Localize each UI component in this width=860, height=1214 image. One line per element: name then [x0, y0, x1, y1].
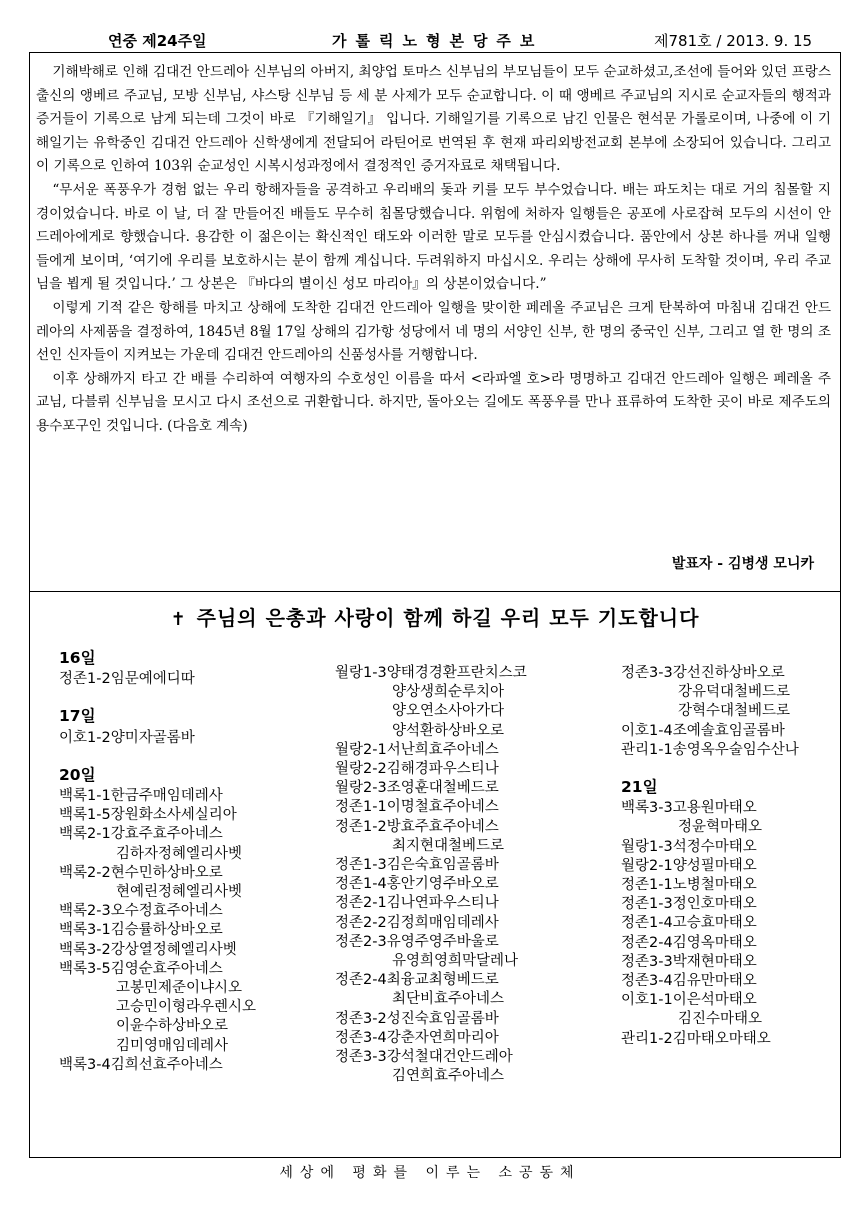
- prayer-name-entry: 정존1-4홍안기영주바오로: [335, 876, 499, 893]
- prayer-name-entry: 백록2-1강효주효주아네스: [59, 826, 223, 843]
- content-frame: [29, 52, 841, 1158]
- prayer-name-entry: 김하자정혜엘리사벳: [116, 845, 243, 862]
- prayer-name-entry: 백록1-1한금주매임데레사: [59, 788, 223, 805]
- prayer-day-heading: 20일: [59, 765, 96, 784]
- prayer-name-entry: 정존1-2방효주효주아네스: [335, 818, 499, 835]
- prayer-name-entry: 최지현대철베드로: [392, 837, 505, 854]
- article-paragraph: 기해박해로 인해 김대건 안드레아 신부님의 아버지, 최양업 토마스 신부님의 부모님들이 모두 순교하셨고,조선에 들어와 있던 프랑스 출신의 앵베르 주교님, 모방 신부님, 샤스탕 신부님 등 세 분 사제가 모두 순교합니다. 이 때 앵베르 주교님의 지시로 순교자들의 행적과 증거들이 기록으로 남게 되는데 그것이 바로 『기해일기』 입니다. 기해일기를 기록으로 남긴 인물은 현석문 가롤로이며, 나중에 이 기해일기는 유학중인 김대건 안드레아 신학생에게 전달되어 라틴어로 번역된 후 현재 파리외방전교회 본부에 소장되어 있습니다. 그리고 이 기록으로 인하여 103위 순교성인 시복시성과정에서 결정적인 증거자료로 채택됩니다.: [36, 64, 831, 175]
- prayer-name-entry: 이호1-1이은석마태오: [621, 992, 757, 1009]
- prayer-name-entry: 김연희효주아네스: [392, 1068, 505, 1085]
- prayer-name-entry: 정윤혁마태오: [678, 819, 763, 836]
- prayer-day-heading: 21일: [621, 778, 658, 797]
- article-section: [30, 53, 840, 592]
- presenter: 발표자 - 김병생 모니카: [671, 556, 814, 572]
- prayer-name-entry: 정존1-3김은숙효임골롬바: [335, 857, 499, 874]
- prayer-name-entry: 월랑1-3양태경경환프란치스코: [335, 665, 527, 681]
- prayer-name-entry: 고승민이형라우렌시오: [116, 999, 257, 1016]
- prayer-name-entry: 백록2-3오수정효주아네스: [59, 903, 223, 920]
- bulletin-header: [0, 30, 860, 52]
- prayer-name-entry: 고봉민제준이냐시오: [116, 980, 243, 997]
- prayer-name-entry: 월랑1-3석정수마태오: [621, 838, 757, 855]
- prayer-name-entry: 백록3-5김영순효주아네스: [59, 960, 223, 977]
- prayer-name-entry: 유영희영희막달레나: [392, 953, 519, 970]
- bulletin-title: 가톨릭노형본당주보: [332, 32, 544, 50]
- prayer-name-entry: 현예린정혜엘리사벳: [116, 884, 243, 901]
- prayer-name-entry: 관리1-1송영옥우술임수산나: [621, 741, 799, 758]
- prayer-name-entry: 김미영매임데레사: [116, 1037, 229, 1054]
- article-paragraph: 이렇게 기적 같은 항해를 마치고 상해에 도착한 김대건 안드레아 일행을 맞이한 페레올 주교님은 크게 탄복하여 마침내 김대건 안드레아의 사제품을 결정하여, 1845년 8월 17일 상해의 김가항 성당에서 네 명의 서양인 신부, 한 명의 중국인 신부, 그리고 열 한 명의 조선인 신자들이 지켜보는 가운데 김대건 안드레아의 신품성사를 거행합니다.: [36, 299, 831, 364]
- prayer-column-2: [335, 664, 527, 1086]
- prayer-name-entry: 정존3-3강선진하상바오로: [621, 665, 785, 681]
- article-body: [36, 61, 831, 439]
- prayer-name-entry: 정존3-2성진숙효임골롬바: [335, 1010, 499, 1027]
- prayer-column-1: [59, 649, 256, 1075]
- prayer-name-entry: 강유덕대철베드로: [678, 684, 791, 701]
- prayer-name-entry: 이호1-4조예솔효임골롬바: [621, 722, 785, 739]
- prayer-name-entry: 정존2-4김영옥마태오: [621, 934, 757, 951]
- prayer-name-entry: 강혁수대철베드로: [678, 703, 791, 720]
- prayer-day-heading: 17일: [59, 707, 96, 726]
- prayer-name-entry: 정존3-4강춘자연희마리아: [335, 1029, 499, 1046]
- prayer-name-entry: 최단비효주아네스: [392, 991, 505, 1008]
- prayer-name-entry: 정존2-4최융교최형베드로: [335, 972, 499, 989]
- prayer-name-entry: 정존1-4고승효마태오: [621, 915, 757, 932]
- prayer-name-entry: 정존2-1김나연파우스티나: [335, 895, 499, 912]
- prayer-name-entry: 월랑2-2김해경파우스티나: [335, 761, 499, 778]
- issue-number-date: 제781호 / 2013. 9. 15: [654, 32, 813, 50]
- prayer-title: [30, 602, 840, 631]
- prayer-name-entry: 정존1-1노병철마태오: [621, 877, 757, 894]
- article-paragraph: “무서운 폭풍우가 경험 없는 우리 항해자들을 공격하고 우리배의 돛과 키를 모두 부수었습니다. 배는 파도치는 대로 거의 침몰할 지경이었습니다. 바로 이 날, 더 잘 만들어진 배들도 무수히 침몰당했습니다. 위험에 처하자 일행들은 공포에 사로잡혀 모두의 시선이 안드레아에게로 향했습니다. 용감한 이 젊은이는 확신적인 태도와 이러한 말로 모두를 안심시켰습니다. 품안에서 상본 하나를 꺼내 일행들에게 보이며, ‘여기에 우리를 보호하시는 분이 함께 계십니다. 두려워하지 마십시오. 우리는 상해에 무사히 도착할 것이며, 우리 주교님을 뵙게 될 것입니다.’ 그 상본은 『바다의 별이신 성모 마리아』의 상본이었습니다.”: [36, 181, 831, 293]
- prayer-name-entry: 정존3-4김유만마태오: [621, 973, 757, 990]
- prayer-name-entry: 정존2-3유영주영주바울로: [335, 933, 499, 950]
- liturgical-week: 연중 제24주일: [108, 32, 207, 50]
- bulletin-footer-motto: 세상에 평화를 이루는 소공동체: [279, 1165, 581, 1181]
- prayer-name-entry: 이호1-2양미자골롬바: [59, 729, 195, 746]
- prayer-name-entry: 백록3-2강상열정혜엘리사벳: [59, 941, 237, 958]
- prayer-name-entry: 백록3-3고용원마태오: [621, 800, 757, 817]
- article-paragraph: 이후 상해까지 타고 간 배를 수리하여 여행자의 수호성인 이름을 따서 <라파엘 호>라 명명하고 김대건 안드레아 일행은 페레올 주교님, 다블뤼 신부님을 모시고 다시 조선으로 귀환합니다. 하지만, 돌아오는 길에도 폭풍우를 만나 표류하여 도착한 곳이 바로 제주도의 용수포구인 것입니다. (다음호 계속): [36, 370, 831, 434]
- prayer-name-entry: 양상생희순루치아: [392, 684, 505, 701]
- prayer-column-3: [621, 664, 799, 1049]
- prayer-name-entry: 정존3-3박재현마태오: [621, 953, 757, 970]
- prayer-name-entry: 백록2-2현수민하상바오로: [59, 864, 223, 881]
- prayer-name-entry: 정존3-3강석철대건안드레아: [335, 1049, 513, 1066]
- prayer-day-heading: 16일: [59, 649, 96, 667]
- prayer-name-entry: 이윤수하상바오로: [116, 1018, 229, 1035]
- prayer-name-entry: 월랑2-3조영훈대철베드로: [335, 780, 499, 797]
- prayer-name-entry: 월랑2-1서난희효주아네스: [335, 741, 499, 758]
- prayer-name-entry: 김진수마태오: [678, 1011, 763, 1028]
- prayer-name-entry: 백록3-4김희선효주아네스: [59, 1056, 223, 1073]
- cross-icon: ✝: [170, 609, 187, 630]
- prayer-title-text: 주님의 은총과 사랑이 함께 하길 우리 모두 기도합니다: [196, 606, 700, 630]
- prayer-name-entry: 백록3-1김승률하상바오로: [59, 922, 223, 939]
- prayer-name-entry: 정존1-2임문예에디따: [59, 671, 195, 688]
- prayer-section: [30, 592, 840, 1157]
- prayer-name-entry: 정존2-2김정희매임데레사: [335, 914, 499, 931]
- prayer-name-entry: 정존1-1이명철효주아네스: [335, 799, 499, 816]
- prayer-name-entry: 관리1-2김마태오마태오: [621, 1030, 771, 1047]
- prayer-name-entry: 양오연소사아가다: [392, 703, 505, 720]
- prayer-name-entry: 백록1-5장원화소사세실리아: [59, 807, 237, 824]
- prayer-name-entry: 정존1-3정인호마태오: [621, 896, 757, 913]
- prayer-name-entry: 양석환하상바오로: [392, 722, 505, 739]
- prayer-name-entry: 월랑2-1양성필마태오: [621, 857, 757, 874]
